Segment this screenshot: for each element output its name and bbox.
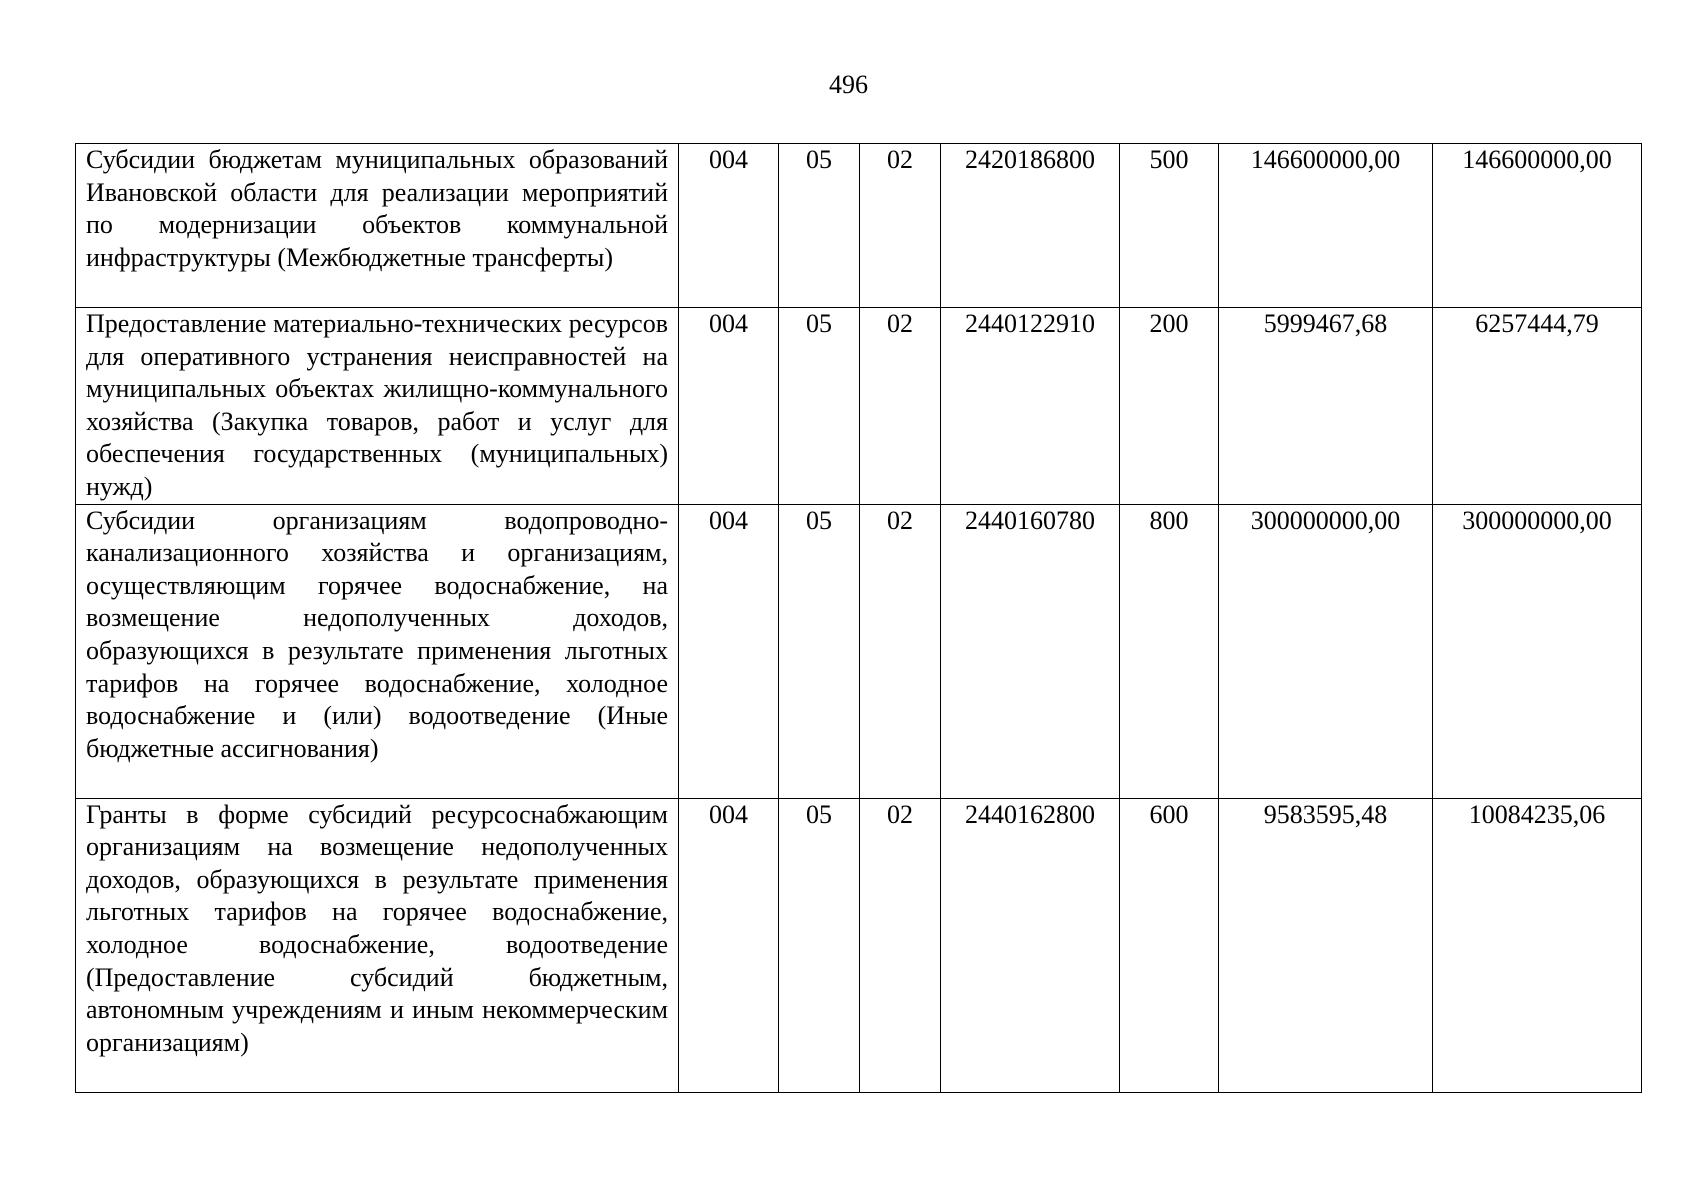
- table-row: [76, 798, 1642, 1092]
- section-code: 05: [779, 308, 860, 505]
- expense-type-code: 500: [1120, 144, 1219, 308]
- ministry-code: 004: [679, 798, 779, 1092]
- section-code: 05: [779, 798, 860, 1092]
- amount-year-2: 6257444,79: [1433, 308, 1642, 505]
- row-description: Субсидии бюджетам муниципальных образований Ивановской области для реализации мероприятий по модернизации объектов коммунальной инфраструктуры (Межбюджетные трансферты): [76, 144, 679, 308]
- section-code: 05: [779, 144, 860, 308]
- page-number: 496: [829, 70, 868, 99]
- table-row: [76, 144, 1642, 308]
- expense-type-code: 200: [1120, 308, 1219, 505]
- row-description: Предоставление материально-технических ресурсов для оперативного устранения неисправностей на муниципальных объектах жилищно-коммунального хозяйства (Закупка товаров, работ и услуг для обеспечения государственных (муниципальных) нужд): [76, 308, 679, 505]
- amount-year-1: 300000000,00: [1219, 504, 1433, 798]
- subsection-code: 02: [860, 504, 941, 798]
- amount-year-1: 5999467,68: [1219, 308, 1433, 505]
- budget-table: [75, 143, 1642, 1093]
- amount-year-1: 9583595,48: [1219, 798, 1433, 1092]
- amount-year-2: 300000000,00: [1433, 504, 1642, 798]
- amount-year-2: 146600000,00: [1433, 144, 1642, 308]
- table-row: [76, 308, 1642, 505]
- expense-type-code: 600: [1120, 798, 1219, 1092]
- target-article-code: 2420186800: [941, 144, 1120, 308]
- subsection-code: 02: [860, 308, 941, 505]
- target-article-code: 2440122910: [941, 308, 1120, 505]
- subsection-code: 02: [860, 798, 941, 1092]
- row-description: Гранты в форме субсидий ресурсоснабжающим организациям на возмещение недополученных доходов, образующихся в результате применения льготных тарифов на горячее водоснабжение, холодное водоснабжение, водоотведение (Предоставление субсидий бюджетным, автономным учреждениям и иным некоммерческим организациям): [76, 798, 679, 1092]
- target-article-code: 2440162800: [941, 798, 1120, 1092]
- target-article-code: 2440160780: [941, 504, 1120, 798]
- amount-year-2: 10084235,06: [1433, 798, 1642, 1092]
- row-description: Субсидии организациям водопроводно-канализационного хозяйства и организациям, осуществляющим горячее водоснабжение, на возмещение недополученных доходов, образующихся в результате применения льготных тарифов на горячее водоснабжение, холодное водоснабжение и (или) водоотведение (Иные бюджетные ассигнования): [76, 504, 679, 798]
- subsection-code: 02: [860, 144, 941, 308]
- ministry-code: 004: [679, 144, 779, 308]
- ministry-code: 004: [679, 308, 779, 505]
- section-code: 05: [779, 504, 860, 798]
- ministry-code: 004: [679, 504, 779, 798]
- table-row: [76, 504, 1642, 798]
- expense-type-code: 800: [1120, 504, 1219, 798]
- amount-year-1: 146600000,00: [1219, 144, 1433, 308]
